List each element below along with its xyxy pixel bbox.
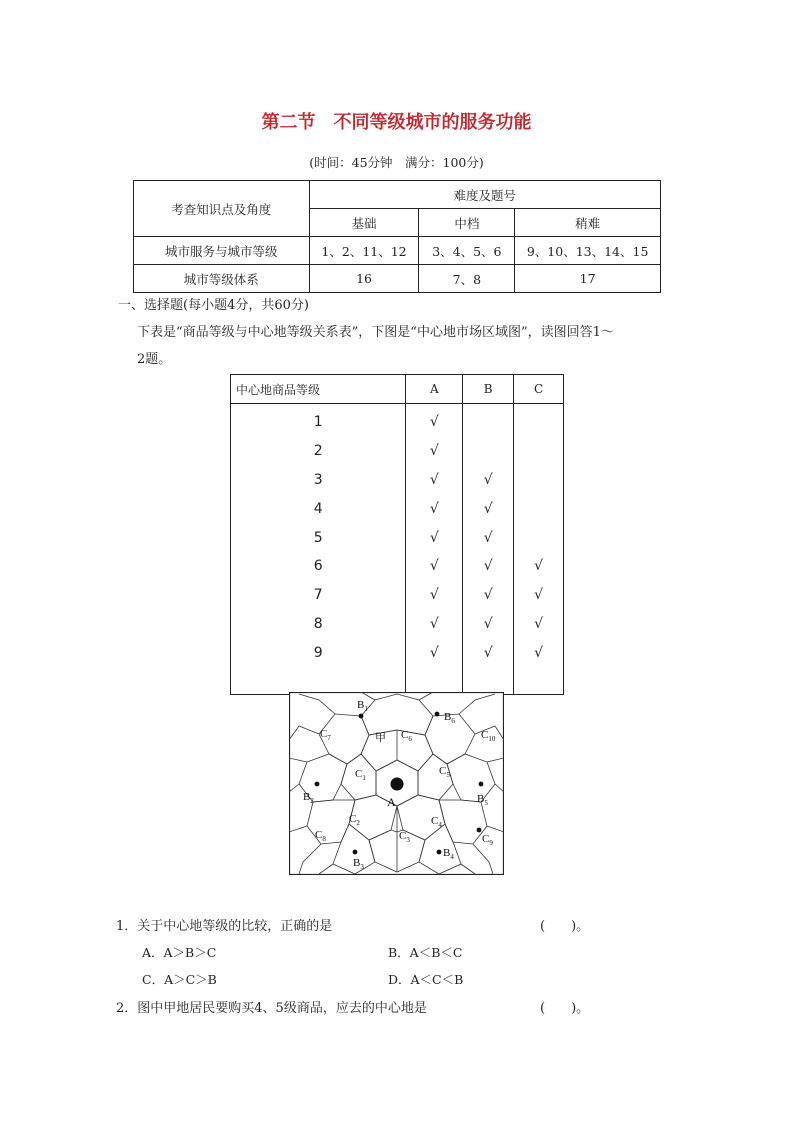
check-mark: √ <box>483 529 493 546</box>
label-c2: $C_2$ <box>349 813 360 827</box>
label-b5: $B_5$ <box>477 793 488 807</box>
difficulty-table <box>133 180 661 293</box>
grade-corner-header: 中心地商品等级 <box>231 375 406 404</box>
check-mark <box>514 408 563 437</box>
question-1-text: 1．关于中心地等级的比较，正确的是 <box>116 919 333 934</box>
check-mark: √ <box>429 414 439 430</box>
grade-column <box>231 404 406 695</box>
market-area-map <box>289 692 504 875</box>
label-c6: $C_6$ <box>401 729 412 743</box>
check-mark: √ <box>429 442 439 459</box>
label-jia: 甲 <box>375 732 386 744</box>
table-cell: 16 <box>309 265 419 293</box>
check-mark <box>514 524 563 553</box>
label-b1: $B_1$ <box>357 699 368 713</box>
table-corner-header: 考查知识点及角度 <box>134 181 310 237</box>
check-mark <box>514 466 563 495</box>
intro-text: 下表是“商品等级与中心地等级关系表”，下图是“中心地市场区域图”，读图回答1～ <box>137 325 614 340</box>
column-header: B <box>463 375 514 404</box>
check-mark <box>514 495 563 524</box>
intro-text-cont: 2题。 <box>137 352 172 367</box>
grade-value: 3 <box>313 471 323 488</box>
check-mark: √ <box>429 500 439 517</box>
table-cell: 17 <box>515 265 661 293</box>
check-mark: √ <box>483 616 493 633</box>
label-c1: $C_1$ <box>355 768 366 782</box>
table-cell: 7、8 <box>419 265 515 293</box>
grade-value: 9 <box>313 645 323 662</box>
question-1-blank: ( )。 <box>540 919 590 934</box>
grade-value: 6 <box>313 558 323 575</box>
label-c5: $C_5$ <box>439 765 450 779</box>
column-b-checks <box>463 404 514 695</box>
grade-value: 4 <box>313 500 323 517</box>
label-c10: $C_{10}$ <box>481 729 496 743</box>
label-b3: $B_3$ <box>353 857 364 871</box>
check-mark: √ <box>483 558 493 575</box>
label-a: A <box>387 795 396 809</box>
check-mark: √ <box>429 616 439 633</box>
label-c9: $C_9$ <box>482 833 493 847</box>
check-mark: √ <box>534 645 544 662</box>
grade-value: 8 <box>313 616 323 633</box>
level-header: 中档 <box>419 209 515 237</box>
check-mark: √ <box>483 471 493 488</box>
table-row <box>134 237 661 265</box>
central-place-a-dot <box>391 778 404 791</box>
row-label: 城市服务与城市等级 <box>134 237 310 265</box>
table-cell: 1、2、11、12 <box>309 237 419 265</box>
column-header: A <box>406 375 463 404</box>
check-mark: √ <box>429 558 439 575</box>
check-mark: √ <box>429 529 439 546</box>
question-1-option-c: C．A＞C＞B <box>142 972 217 987</box>
question-1-option-d: D．A＜C＜B <box>388 972 464 987</box>
row-label: 城市等级体系 <box>134 265 310 293</box>
check-mark <box>463 408 513 437</box>
column-header: C <box>514 375 564 404</box>
label-c4: $C_4$ <box>431 815 442 829</box>
check-mark: √ <box>429 645 439 662</box>
label-b2: $B_2$ <box>303 791 314 805</box>
section-heading: 一、选择题(每小题4分，共60分) <box>118 298 309 313</box>
label-c8: $C_8$ <box>315 829 326 843</box>
grade-value: 7 <box>313 587 323 604</box>
label-b6: $B_6$ <box>444 711 455 725</box>
exam-time-score: (时间：45分钟 满分：100分) <box>309 155 484 170</box>
question-1-option-a: A．A＞B＞C <box>142 945 217 960</box>
label-c7: $C_7$ <box>320 728 331 742</box>
check-mark: √ <box>483 645 493 662</box>
table-row <box>134 265 661 293</box>
question-1-option-b: B．A＜B＜C <box>388 945 463 960</box>
column-c-checks <box>514 404 564 695</box>
column-a-checks <box>406 404 463 695</box>
grade-value: 2 <box>313 442 323 459</box>
grade-value: 1 <box>313 414 323 430</box>
check-mark: √ <box>534 558 544 575</box>
label-c3: $C_3$ <box>399 830 410 844</box>
level-header: 基础 <box>309 209 419 237</box>
grade-value: 5 <box>313 529 323 546</box>
check-mark: √ <box>429 587 439 604</box>
label-b4: $B_4$ <box>443 847 454 861</box>
check-mark <box>514 437 563 466</box>
table-group-header: 难度及题号 <box>309 181 660 209</box>
check-mark <box>463 437 513 466</box>
question-2-text: 2．图中甲地居民要购买4、5级商品，应去的中心地是 <box>116 1001 427 1016</box>
check-mark: √ <box>483 587 493 604</box>
level-header: 稍难 <box>515 209 661 237</box>
question-2-blank: ( )。 <box>540 1001 590 1016</box>
page-title: 第二节 不同等级城市的服务功能 <box>261 112 532 133</box>
check-mark: √ <box>483 500 493 517</box>
table-cell: 3、4、5、6 <box>419 237 515 265</box>
table-cell: 9、10、13、14、15 <box>515 237 661 265</box>
check-mark: √ <box>534 587 544 604</box>
check-mark: √ <box>534 616 544 633</box>
goods-grade-table <box>230 374 564 695</box>
check-mark: √ <box>429 471 439 488</box>
